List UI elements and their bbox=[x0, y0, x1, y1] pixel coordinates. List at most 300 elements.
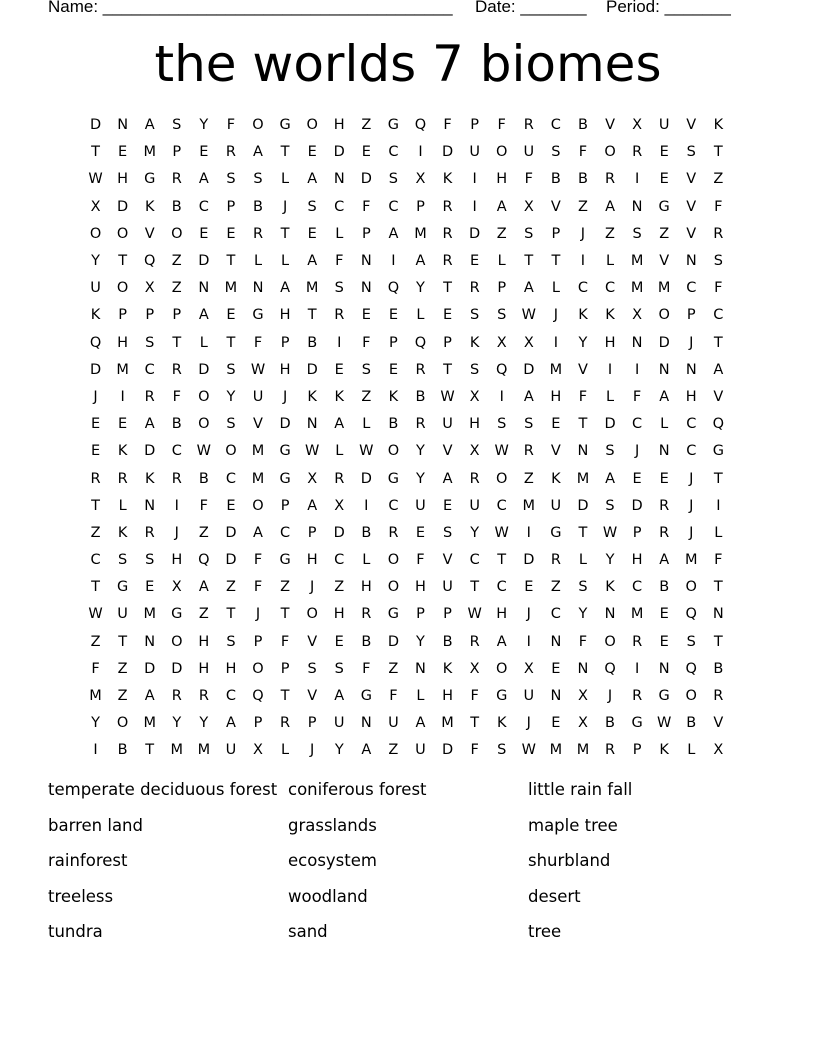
grid-letter: M bbox=[630, 253, 644, 270]
grid-letter: Q bbox=[414, 117, 427, 134]
grid-letter: J bbox=[174, 524, 179, 541]
date-field: Date: _______ bbox=[475, 0, 587, 16]
grid-letter: T bbox=[578, 524, 588, 541]
grid-letter: K bbox=[496, 715, 507, 732]
grid-letter: Q bbox=[685, 606, 697, 623]
grid-letter: C bbox=[686, 443, 697, 460]
grid-letter: T bbox=[226, 253, 236, 270]
grid-letter: W bbox=[250, 361, 266, 378]
grid-letter: O bbox=[496, 470, 508, 487]
grid-letter: R bbox=[713, 225, 724, 242]
grid-letter: Z bbox=[225, 579, 236, 596]
grid-letter: D bbox=[387, 633, 399, 650]
grid-letter: W bbox=[494, 443, 509, 460]
grid-letter: R bbox=[469, 470, 480, 487]
grid-letter: E bbox=[632, 470, 642, 487]
word-list-item: ecosystem bbox=[288, 851, 377, 871]
grid-letter: W bbox=[657, 715, 672, 732]
grid-letter: S bbox=[307, 198, 317, 215]
grid-letter: V bbox=[605, 117, 615, 134]
grid-letter: J bbox=[282, 388, 288, 405]
grid-letter: R bbox=[144, 524, 155, 541]
grid-letter: R bbox=[442, 225, 453, 242]
grid-letter: C bbox=[686, 280, 697, 297]
grid-letter: H bbox=[198, 660, 210, 677]
grid-letter: E bbox=[199, 225, 209, 242]
grid-letter: B bbox=[171, 416, 182, 433]
grid-letter: Z bbox=[117, 688, 128, 705]
grid-letter: S bbox=[118, 552, 128, 569]
grid-letter: E bbox=[659, 633, 669, 650]
grid-letter: Q bbox=[198, 552, 210, 569]
grid-letter: H bbox=[496, 171, 508, 188]
grid-letter: C bbox=[713, 307, 724, 324]
grid-letter: X bbox=[632, 117, 643, 134]
grid-row bbox=[82, 302, 732, 329]
grid-letter: W bbox=[521, 307, 536, 324]
word-list-row bbox=[48, 884, 768, 920]
grid-letter: V bbox=[550, 443, 561, 460]
grid-letter: O bbox=[116, 280, 129, 297]
grid-letter: Q bbox=[414, 334, 427, 351]
grid-row bbox=[82, 656, 732, 683]
grid-letter: X bbox=[469, 443, 480, 460]
grid-letter: X bbox=[523, 198, 534, 215]
grid-letter: R bbox=[171, 171, 182, 188]
grid-letter: L bbox=[335, 225, 344, 242]
grid-letter: N bbox=[550, 633, 562, 650]
grid-letter: C bbox=[550, 606, 561, 623]
grid-letter: D bbox=[198, 361, 210, 378]
grid-letter: S bbox=[632, 225, 642, 242]
grid-letter: H bbox=[469, 416, 481, 433]
grid-letter: N bbox=[117, 117, 129, 134]
grid-letter: W bbox=[359, 443, 374, 460]
grid-letter: O bbox=[116, 715, 129, 732]
word-list-item: sand bbox=[288, 922, 328, 942]
grid-letter: S bbox=[497, 307, 507, 324]
grid-letter: W bbox=[88, 171, 103, 188]
grid-letter: F bbox=[497, 117, 506, 134]
grid-letter: P bbox=[307, 715, 317, 732]
grid-letter: E bbox=[307, 225, 317, 242]
grid-row bbox=[82, 547, 732, 574]
grid-letter: J bbox=[255, 606, 261, 623]
grid-letter: P bbox=[632, 742, 642, 759]
grid-letter: Y bbox=[578, 334, 588, 351]
page-title: the worlds 7 biomes bbox=[154, 35, 662, 93]
grid-letter: E bbox=[90, 416, 101, 433]
grid-letter: O bbox=[116, 225, 129, 242]
grid-letter: B bbox=[361, 524, 372, 541]
grid-letter: S bbox=[388, 171, 398, 188]
grid-letter: Z bbox=[334, 579, 345, 596]
grid-letter: K bbox=[144, 470, 155, 487]
grid-letter: K bbox=[117, 443, 128, 460]
grid-letter: B bbox=[117, 742, 128, 759]
grid-letter: B bbox=[577, 117, 588, 134]
grid-letter: P bbox=[416, 606, 425, 623]
grid-letter: R bbox=[415, 361, 426, 378]
grid-letter: R bbox=[604, 171, 616, 188]
grid-letter: Z bbox=[198, 606, 209, 623]
grid-letter: L bbox=[362, 416, 371, 433]
grid-letter: G bbox=[387, 470, 400, 487]
grid-letter: E bbox=[659, 606, 669, 623]
grid-letter: M bbox=[251, 443, 265, 460]
grid-letter: T bbox=[470, 715, 480, 732]
grid-letter: D bbox=[225, 552, 237, 569]
word-list-item: rainforest bbox=[48, 851, 128, 871]
grid-letter: E bbox=[307, 144, 317, 161]
grid-letter: V bbox=[577, 361, 588, 378]
grid-letter: N bbox=[360, 715, 372, 732]
grid-letter: U bbox=[415, 742, 426, 759]
grid-letter: X bbox=[307, 470, 318, 487]
grid-letter: F bbox=[578, 144, 588, 161]
grid-letter: Y bbox=[416, 470, 425, 487]
grid-letter: T bbox=[713, 470, 723, 487]
grid-letter: Z bbox=[171, 253, 182, 270]
grid-row bbox=[82, 710, 732, 737]
grid-letter: L bbox=[687, 742, 696, 759]
grid-letter: X bbox=[144, 280, 155, 297]
grid-letter: I bbox=[337, 334, 342, 351]
grid-letter: R bbox=[632, 688, 643, 705]
grid-letter: T bbox=[172, 334, 182, 351]
grid-letter: Z bbox=[713, 171, 724, 188]
grid-letter: Y bbox=[91, 715, 100, 732]
grid-letter: H bbox=[279, 361, 291, 378]
grid-letter: I bbox=[526, 633, 531, 650]
grid-letter: X bbox=[523, 334, 534, 351]
grid-letter: P bbox=[307, 524, 317, 541]
grid-letter: W bbox=[494, 524, 509, 541]
grid-letter: N bbox=[631, 198, 643, 215]
grid-row bbox=[82, 465, 732, 492]
grid-letter: S bbox=[334, 280, 344, 297]
grid-letter: D bbox=[144, 660, 156, 677]
word-list-row bbox=[48, 848, 768, 884]
grid-letter: A bbox=[198, 307, 209, 324]
grid-letter: A bbox=[198, 171, 209, 188]
grid-letter: A bbox=[253, 144, 263, 161]
grid-letter: V bbox=[713, 715, 724, 732]
grid-letter: T bbox=[226, 606, 236, 623]
grid-letter: Q bbox=[143, 253, 156, 270]
grid-letter: G bbox=[279, 117, 291, 134]
grid-letter: F bbox=[199, 497, 209, 514]
grid-letter: R bbox=[632, 144, 643, 161]
grid-letter: H bbox=[442, 688, 453, 705]
grid-letter: R bbox=[171, 688, 182, 705]
grid-letter: H bbox=[333, 117, 345, 134]
grid-letter: T bbox=[713, 334, 723, 351]
grid-letter: X bbox=[469, 388, 480, 405]
grid-letter: F bbox=[362, 334, 371, 351]
grid-row bbox=[82, 112, 732, 139]
grid-letter: H bbox=[415, 579, 426, 596]
grid-row bbox=[82, 248, 732, 275]
grid-letter: S bbox=[686, 633, 696, 650]
grid-letter: E bbox=[659, 171, 669, 188]
grid-letter: X bbox=[334, 497, 345, 514]
grid-letter: E bbox=[361, 307, 371, 324]
grid-letter: A bbox=[253, 524, 263, 541]
grid-row bbox=[82, 357, 732, 384]
grid-letter: T bbox=[713, 144, 723, 161]
grid-letter: Q bbox=[387, 280, 400, 297]
name-field: Name: _____________________________________ bbox=[48, 0, 453, 16]
grid-letter: Y bbox=[605, 552, 615, 569]
grid-letter: T bbox=[713, 579, 723, 596]
grid-letter: T bbox=[280, 606, 290, 623]
grid-letter: W bbox=[304, 443, 320, 460]
grid-letter: F bbox=[91, 660, 100, 677]
grid-letter: Z bbox=[90, 524, 101, 541]
grid-letter: O bbox=[252, 660, 264, 677]
grid-letter: M bbox=[143, 606, 156, 623]
grid-letter: K bbox=[713, 117, 724, 134]
grid-letter: F bbox=[632, 388, 642, 405]
grid-letter: K bbox=[551, 470, 561, 487]
grid-letter: A bbox=[307, 253, 318, 270]
grid-letter: O bbox=[171, 633, 183, 650]
grid-letter: F bbox=[335, 253, 344, 270]
grid-letter: T bbox=[91, 144, 100, 161]
grid-letter: S bbox=[578, 579, 588, 596]
grid-letter: D bbox=[144, 443, 156, 460]
grid-letter: Z bbox=[496, 225, 507, 242]
grid-letter: V bbox=[686, 171, 697, 188]
grid-letter: A bbox=[605, 470, 615, 487]
grid-letter: M bbox=[630, 280, 644, 297]
grid-letter: M bbox=[116, 361, 129, 378]
grid-letter: E bbox=[226, 225, 236, 242]
grid-letter: M bbox=[305, 280, 319, 297]
grid-letter: P bbox=[470, 117, 479, 134]
grid-letter: N bbox=[144, 497, 156, 514]
grid-letter: Y bbox=[226, 388, 236, 405]
grid-letter: O bbox=[658, 307, 670, 324]
grid-letter: L bbox=[497, 253, 506, 270]
grid-letter: V bbox=[442, 443, 453, 460]
grid-letter: S bbox=[605, 443, 615, 460]
grid-letter: T bbox=[91, 497, 100, 514]
period-field: Period: _______ bbox=[606, 0, 731, 16]
grid-letter: H bbox=[279, 307, 291, 324]
grid-letter: I bbox=[120, 388, 125, 405]
grid-letter: Y bbox=[470, 524, 480, 541]
grid-letter: B bbox=[253, 198, 263, 215]
grid-letter: S bbox=[334, 660, 344, 677]
grid-letter: F bbox=[416, 552, 425, 569]
grid-letter: K bbox=[144, 198, 155, 215]
grid-letter: O bbox=[604, 633, 616, 650]
grid-letter: S bbox=[145, 552, 155, 569]
grid-letter: N bbox=[144, 633, 156, 650]
grid-letter: Z bbox=[388, 660, 399, 677]
grid-letter: A bbox=[523, 388, 534, 405]
grid-letter: D bbox=[658, 334, 670, 351]
grid-letter: A bbox=[144, 117, 155, 134]
grid-letter: Y bbox=[416, 633, 425, 650]
grid-letter: B bbox=[361, 633, 372, 650]
grid-letter: Y bbox=[416, 280, 425, 297]
grid-letter: S bbox=[226, 361, 236, 378]
grid-letter: R bbox=[659, 497, 670, 514]
grid-letter: X bbox=[253, 742, 263, 759]
grid-letter: J bbox=[93, 388, 98, 405]
grid-letter: P bbox=[280, 660, 290, 677]
grid-letter: T bbox=[118, 253, 128, 270]
grid-letter: C bbox=[225, 470, 236, 487]
grid-letter: R bbox=[469, 280, 480, 297]
grid-letter: T bbox=[443, 280, 452, 297]
grid-letter: K bbox=[659, 742, 669, 759]
grid-row bbox=[82, 139, 732, 166]
grid-letter: F bbox=[253, 334, 263, 351]
grid-letter: O bbox=[198, 388, 210, 405]
grid-letter: B bbox=[550, 171, 561, 188]
grid-letter: O bbox=[685, 579, 697, 596]
grid-letter: T bbox=[713, 633, 723, 650]
grid-letter: F bbox=[389, 688, 398, 705]
grid-letter: U bbox=[90, 280, 101, 297]
grid-letter: D bbox=[306, 361, 318, 378]
grid-letter: Q bbox=[496, 361, 508, 378]
grid-letter: M bbox=[576, 470, 590, 487]
grid-letter: U bbox=[333, 715, 345, 732]
grid-letter: S bbox=[361, 361, 371, 378]
grid-letter: F bbox=[714, 552, 723, 569]
grid-letter: J bbox=[689, 334, 694, 351]
grid-letter: I bbox=[580, 253, 586, 270]
grid-letter: Z bbox=[550, 579, 561, 596]
grid-letter: B bbox=[171, 198, 182, 215]
grid-letter: R bbox=[659, 524, 670, 541]
grid-letter: J bbox=[526, 715, 531, 732]
grid-letter: M bbox=[549, 742, 563, 759]
grid-letter: S bbox=[226, 633, 236, 650]
grid-letter: I bbox=[499, 388, 504, 405]
grid-letter: D bbox=[441, 742, 454, 759]
grid-letter: M bbox=[143, 715, 156, 732]
grid-letter: V bbox=[659, 253, 670, 270]
grid-letter: U bbox=[415, 497, 426, 514]
grid-letter: N bbox=[252, 280, 264, 297]
grid-letter: S bbox=[145, 334, 155, 351]
grid-letter: U bbox=[117, 606, 128, 623]
word-list-item: coniferous forest bbox=[288, 780, 427, 799]
grid-letter: O bbox=[387, 552, 400, 569]
grid-letter: A bbox=[307, 497, 318, 514]
grid-letter: R bbox=[442, 253, 453, 270]
grid-letter: U bbox=[225, 742, 237, 759]
grid-letter: X bbox=[523, 660, 534, 677]
grid-letter: R bbox=[361, 606, 372, 623]
grid-letter: Q bbox=[252, 688, 264, 705]
grid-letter: F bbox=[226, 117, 236, 134]
grid-letter: N bbox=[658, 361, 670, 378]
grid-letter: E bbox=[388, 361, 398, 378]
grid-letter: O bbox=[685, 688, 697, 705]
grid-letter: S bbox=[226, 416, 236, 433]
grid-letter: V bbox=[307, 688, 318, 705]
grid-letter: P bbox=[416, 198, 425, 215]
grid-letter: S bbox=[470, 361, 480, 378]
grid-letter: R bbox=[252, 225, 264, 242]
grid-letter: Z bbox=[523, 470, 534, 487]
grid-letter: N bbox=[631, 334, 643, 351]
grid-letter: X bbox=[577, 688, 588, 705]
grid-letter: A bbox=[415, 715, 426, 732]
grid-letter: G bbox=[279, 470, 291, 487]
grid-letter: A bbox=[442, 470, 453, 487]
grid-letter: N bbox=[712, 606, 724, 623]
grid-letter: C bbox=[334, 198, 345, 215]
grid-letter: M bbox=[685, 552, 698, 569]
grid-letter: B bbox=[577, 171, 588, 188]
grid-letter: U bbox=[469, 497, 480, 514]
grid-letter: N bbox=[604, 606, 616, 623]
grid-letter: A bbox=[713, 361, 724, 378]
grid-letter: E bbox=[334, 633, 344, 650]
grid-letter: R bbox=[713, 688, 724, 705]
grid-letter: F bbox=[470, 742, 479, 759]
grid-letter: U bbox=[442, 579, 453, 596]
grid-letter: W bbox=[88, 606, 103, 623]
grid-letter: Z bbox=[171, 280, 182, 297]
grid-letter: M bbox=[522, 497, 536, 514]
grid-letter: I bbox=[391, 253, 396, 270]
grid-letter: G bbox=[360, 688, 372, 705]
grid-letter: Q bbox=[89, 334, 102, 351]
grid-letter: L bbox=[199, 334, 208, 351]
grid-letter: W bbox=[440, 388, 455, 405]
grid-letter: G bbox=[144, 171, 156, 188]
grid-letter: O bbox=[171, 225, 183, 242]
grid-letter: O bbox=[306, 117, 318, 134]
word-list bbox=[48, 777, 768, 955]
word-list-item: desert bbox=[528, 886, 581, 906]
grid-letter: K bbox=[442, 171, 453, 188]
grid-letter: E bbox=[470, 253, 480, 270]
grid-letter: C bbox=[469, 552, 480, 569]
grid-letter: E bbox=[551, 416, 561, 433]
grid-letter: G bbox=[116, 579, 129, 596]
grid-row bbox=[82, 438, 732, 465]
grid-letter: I bbox=[716, 497, 721, 514]
grid-letter: B bbox=[442, 633, 453, 650]
grid-letter: I bbox=[364, 497, 369, 514]
grid-letter: D bbox=[333, 144, 345, 161]
grid-letter: V bbox=[144, 225, 155, 242]
grid-letter: R bbox=[523, 443, 534, 460]
grid-letter: K bbox=[90, 307, 101, 324]
grid-letter: L bbox=[281, 171, 290, 188]
grid-letter: R bbox=[171, 361, 182, 378]
grid-letter: M bbox=[549, 361, 563, 378]
grid-letter: K bbox=[307, 388, 317, 405]
grid-letter: F bbox=[578, 633, 588, 650]
grid-letter: Z bbox=[361, 117, 372, 134]
grid-letter: C bbox=[198, 198, 209, 215]
grid-letter: G bbox=[496, 688, 508, 705]
grid-letter: J bbox=[689, 497, 694, 514]
grid-letter: C bbox=[686, 416, 697, 433]
grid-letter: K bbox=[334, 388, 344, 405]
